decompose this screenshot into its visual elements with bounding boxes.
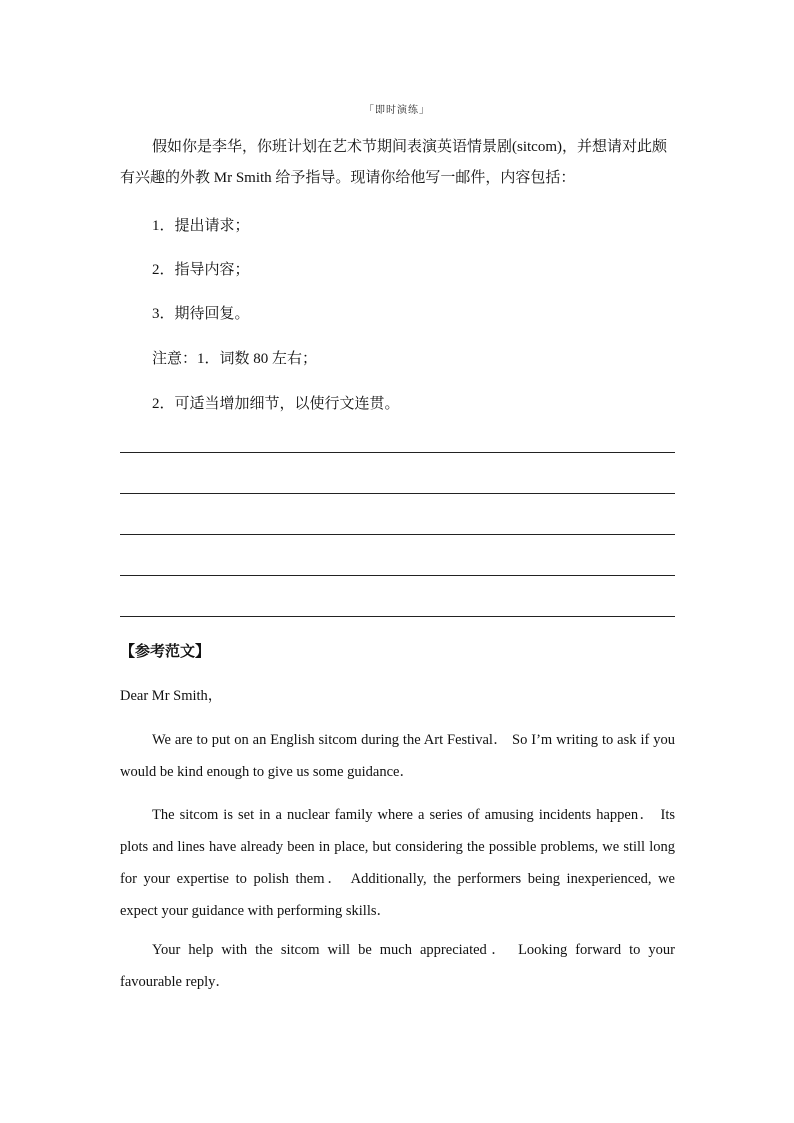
answer-line	[120, 452, 675, 453]
sample-heading: 【参考范文】	[120, 642, 211, 660]
letter-paragraph-1: We are to put on an English sitcom during the Art Festival． So I’m writing to ask if you would be kind enough to give us some guidance．	[120, 732, 675, 780]
task-intro: 假如你是李华，你班计划在艺术节期间表演英语情景剧(sitcom)，并想请对此颇有兴趣的外教 Mr Smith 给予指导。现请你给他写一邮件，内容包括：	[120, 139, 667, 186]
letter-paragraph-3: Your help with the sitcom will be much appreciated． Looking forward to your favourable reply．	[120, 942, 675, 990]
answer-line	[120, 575, 675, 576]
letter-paragraph-2: The sitcom is set in a nuclear family where a series of amusing incidents happen． Its plots and lines have already been in place, but considering the possible problems, we still long for your expertise to polish them． Additionally, the performers being inexperienced, we expect your guidance with performing skills．	[120, 807, 675, 919]
task-point-2: 2．指导内容；	[152, 262, 250, 278]
task-note-1: 注意：1．词数 80 左右；	[152, 351, 318, 367]
answer-line	[120, 534, 675, 535]
section-tag: 「即时演练」	[364, 105, 430, 116]
task-point-1: 1．提出请求；	[152, 218, 250, 234]
task-note-2: 2．可适当增加细节，以使行文连贯。	[152, 396, 400, 412]
answer-line	[120, 616, 675, 617]
answer-line	[120, 493, 675, 494]
letter-greeting: Dear Mr Smith，	[120, 688, 223, 704]
task-point-3: 3．期待回复。	[152, 306, 250, 322]
